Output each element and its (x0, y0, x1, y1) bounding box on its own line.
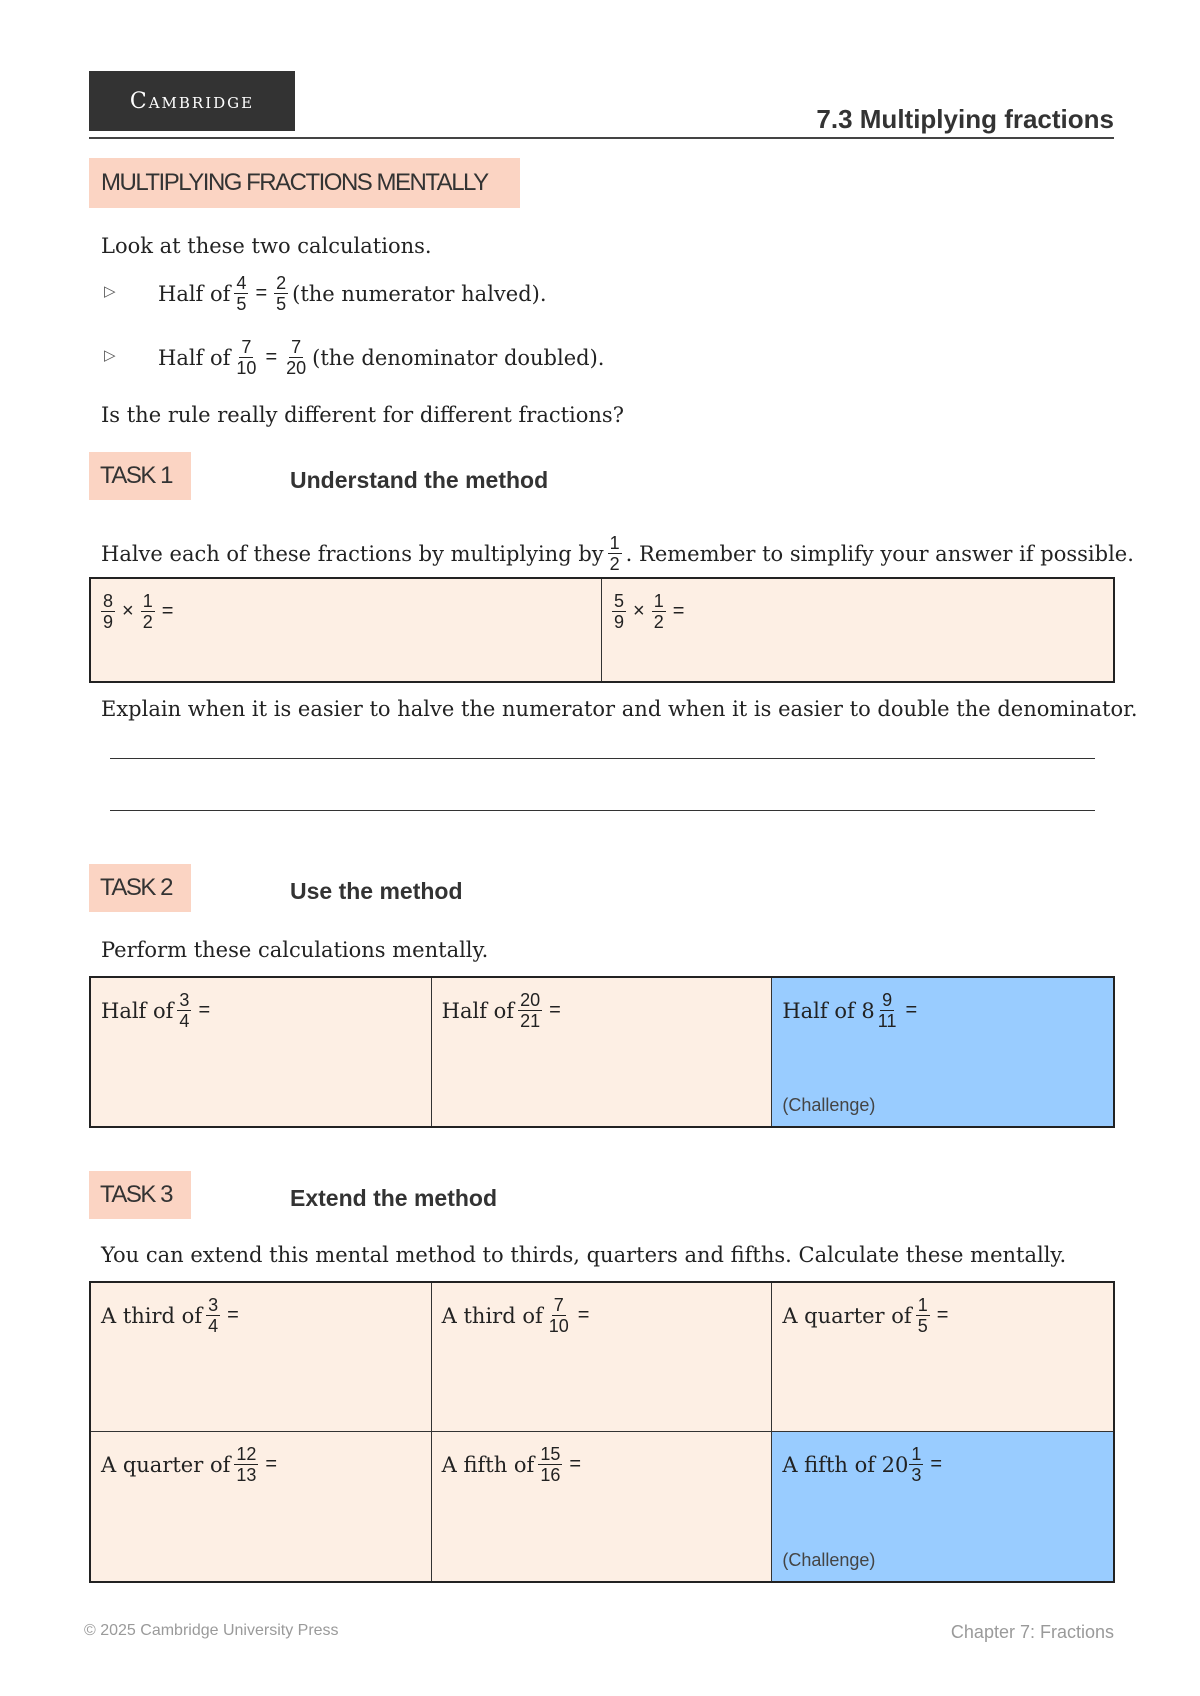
numerator: 15 (540, 1444, 561, 1464)
equals-sign: = (549, 999, 561, 1021)
fraction (876, 990, 899, 1031)
cell-prefix: A quarter of (782, 1303, 912, 1328)
numerator: 3 (179, 990, 190, 1010)
equals-sign: = (569, 1453, 582, 1475)
cell-prefix: A fifth of 20 (782, 1452, 909, 1477)
answer-cell[interactable] (602, 579, 1113, 681)
answer-cell[interactable] (432, 1432, 773, 1581)
answer-cell[interactable] (432, 978, 773, 1126)
fraction (284, 337, 308, 378)
cell-prefix: A fifth of (441, 1452, 535, 1477)
fraction (234, 1444, 258, 1485)
numerator: 1 (911, 1444, 922, 1464)
task1-explain: Explain when it is easier to halve the numerator and when it is easier to double the denominator. (101, 697, 1138, 721)
equals-sign: = (161, 600, 174, 622)
numerator: 1 (653, 591, 664, 611)
section-title: 7.3 Multiplying fractions (816, 104, 1114, 134)
cell-prefix: A third of (101, 1303, 203, 1328)
equals-sign: = (936, 1304, 949, 1326)
denominator: 2 (653, 612, 664, 632)
denominator: 2 (142, 612, 153, 632)
calculation (782, 990, 1103, 1031)
task1-table (89, 577, 1115, 683)
numerator: 1 (142, 591, 153, 611)
intro-question: Is the rule really different for different fractions? (101, 403, 624, 427)
denominator: 11 (877, 1011, 897, 1031)
fraction (274, 273, 288, 314)
fraction (177, 990, 191, 1031)
equals-sign: = (265, 1453, 278, 1475)
numerator: 8 (103, 591, 114, 611)
answer-cell[interactable] (432, 1283, 773, 1432)
fraction (518, 990, 542, 1031)
cell-prefix: A third of (441, 1303, 543, 1328)
numerator: 7 (241, 337, 252, 357)
denominator: 5 (276, 294, 287, 314)
answer-cell[interactable] (772, 1283, 1113, 1432)
bullet-arrow-icon: ▷ (104, 282, 116, 300)
cell-prefix: A quarter of (101, 1452, 231, 1477)
fraction (547, 1295, 571, 1336)
fraction (206, 1295, 220, 1336)
equals-sign: = (198, 999, 211, 1021)
times-sign: × (122, 600, 134, 622)
task2-instruction: Perform these calculations mentally. (101, 938, 489, 962)
answer-cell[interactable] (91, 1432, 432, 1581)
denominator: 10 (548, 1316, 569, 1336)
task2-title: Use the method (290, 878, 463, 904)
task3-tag: TASK 3 (89, 1171, 191, 1219)
challenge-label: (Challenge) (782, 1550, 876, 1570)
calculation (612, 591, 1103, 632)
denominator: 9 (614, 612, 625, 632)
calculation (442, 1444, 762, 1485)
calculation (442, 1295, 762, 1336)
calculation (101, 591, 591, 632)
denominator: 3 (911, 1465, 922, 1485)
fraction (612, 591, 626, 632)
denominator: 20 (286, 358, 307, 378)
times-sign: × (633, 600, 645, 622)
denominator: 9 (103, 612, 114, 632)
footer-copyright: © 2025 Cambridge University Press (84, 1622, 339, 1639)
numerator: 12 (236, 1444, 257, 1464)
fraction (909, 1444, 923, 1485)
numerator: 9 (882, 990, 893, 1010)
fraction (916, 1295, 930, 1336)
instruction-text: Halve each of these fractions by multiplying by (101, 541, 604, 566)
denominator: 5 (917, 1316, 928, 1336)
calculation (782, 1444, 1103, 1485)
fraction (538, 1444, 562, 1485)
bullet-suffix: (the numerator halved). (292, 281, 547, 306)
cell-prefix: Half of (101, 998, 174, 1023)
numerator: 4 (236, 273, 247, 293)
denominator: 5 (236, 294, 247, 314)
fraction (652, 591, 666, 632)
denominator: 10 (236, 358, 257, 378)
bullet-prefix: Half of (158, 345, 231, 370)
fraction (101, 591, 115, 632)
logo-text: Cambridge (129, 88, 255, 114)
answer-line[interactable] (110, 810, 1095, 811)
calculation (101, 1444, 421, 1485)
numerator: 7 (291, 337, 302, 357)
fraction (234, 337, 258, 378)
equals-sign: = (255, 282, 268, 304)
answer-line[interactable] (110, 758, 1095, 759)
denominator: 2 (609, 554, 620, 574)
numerator: 1 (609, 533, 620, 553)
equals-sign: = (265, 346, 278, 368)
bullet-suffix: (the denominator doubled). (312, 345, 605, 370)
numerator: 1 (917, 1295, 928, 1315)
denominator: 13 (236, 1465, 257, 1485)
calculation (101, 1295, 421, 1336)
header-rule (89, 137, 1114, 139)
intro-lead: Look at these two calculations. (101, 234, 432, 258)
task2-table (89, 976, 1115, 1128)
fraction (234, 273, 248, 314)
cell-prefix: Half of (441, 998, 515, 1023)
task1-instruction (101, 533, 1134, 574)
challenge-label: (Challenge) (782, 1095, 876, 1115)
task1-title: Understand the method (290, 467, 549, 493)
equals-sign: = (227, 1304, 239, 1326)
numerator: 5 (614, 591, 625, 611)
task3-table (89, 1281, 1115, 1583)
calculation (782, 1295, 1103, 1336)
intro-bullet-2 (158, 337, 604, 378)
intro-bullet-1 (158, 273, 547, 314)
numerator: 20 (520, 990, 541, 1010)
footer-chapter: Chapter 7: Fractions (950, 1622, 1114, 1642)
equals-sign: = (905, 999, 918, 1021)
equals-sign: = (930, 1453, 943, 1475)
instruction-text: . Remember to simplify your answer if possible. (625, 541, 1134, 566)
numerator: 3 (208, 1295, 219, 1315)
cell-prefix: Half of 8 (782, 998, 875, 1023)
challenge-answer-cell[interactable] (772, 978, 1113, 1126)
fraction (141, 591, 155, 632)
answer-cell[interactable] (91, 978, 432, 1126)
calculation (101, 990, 421, 1031)
answer-cell[interactable] (91, 579, 602, 681)
answer-cell[interactable] (91, 1283, 432, 1432)
fraction (608, 533, 622, 574)
bullet-prefix: Half of (158, 281, 231, 306)
task2-tag: TASK 2 (89, 864, 191, 912)
task3-title: Extend the method (290, 1185, 498, 1211)
cambridge-logo (89, 71, 295, 131)
calculation (442, 990, 762, 1031)
denominator: 4 (179, 1011, 190, 1031)
denominator: 21 (520, 1011, 541, 1031)
task1-tag: TASK 1 (89, 452, 191, 500)
denominator: 4 (208, 1316, 219, 1336)
bullet-arrow-icon: ▷ (104, 346, 116, 364)
denominator: 16 (540, 1465, 561, 1485)
numerator: 7 (553, 1295, 564, 1315)
equals-sign: = (672, 600, 685, 622)
task3-instruction: You can extend this mental method to thirds, quarters and fifths. Calculate these mentally. (101, 1243, 1067, 1267)
challenge-answer-cell[interactable] (772, 1432, 1113, 1581)
equals-sign: = (577, 1304, 590, 1326)
section-heading: MULTIPLYING FRACTIONS MENTALLY (89, 158, 520, 208)
numerator: 2 (276, 273, 287, 293)
